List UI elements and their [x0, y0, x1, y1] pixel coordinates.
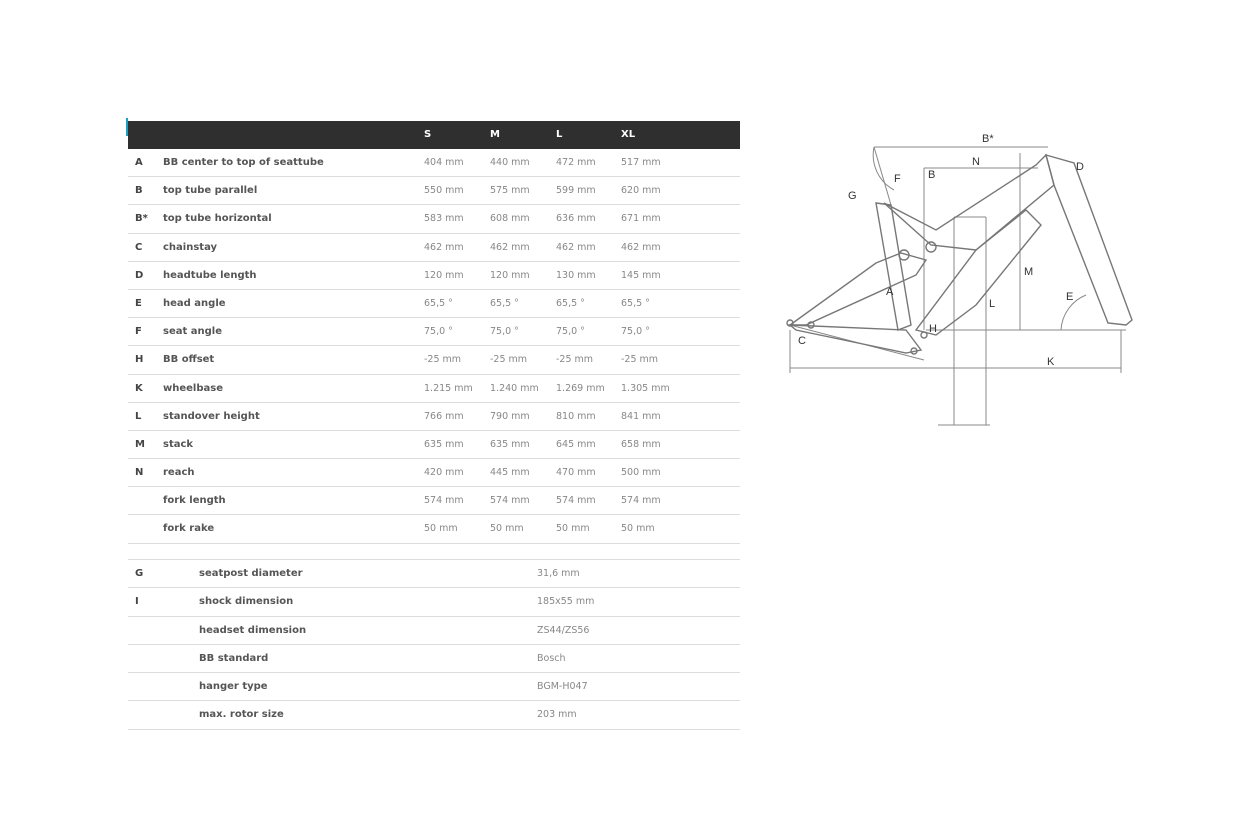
table-row	[128, 560, 740, 588]
size-l-value: 130 mm	[556, 269, 596, 281]
row-label: reach	[163, 467, 195, 479]
row-label: fork rake	[163, 523, 215, 535]
row-value: Bosch	[537, 652, 566, 664]
geometry-table	[128, 121, 740, 544]
row-label: chainstay	[163, 241, 218, 253]
row-label: shock dimension	[199, 596, 294, 608]
table-row	[128, 375, 740, 403]
row-value: 203 mm	[537, 709, 577, 721]
size-xl-value: 50 mm	[621, 523, 655, 535]
table-row	[128, 673, 740, 701]
row-value: ZS44/ZS56	[537, 624, 590, 636]
size-xl-value: -25 mm	[621, 354, 659, 366]
table-row	[128, 403, 740, 431]
size-m-value: 440 mm	[490, 157, 530, 168]
size-s-value: 75,0 °	[424, 326, 453, 338]
row-letter: B	[135, 185, 143, 197]
table-row	[128, 262, 740, 290]
row-letter: C	[135, 241, 143, 253]
spec-table	[128, 559, 740, 730]
size-xl-value: 658 mm	[621, 438, 661, 450]
row-letter: F	[135, 326, 142, 338]
size-m-value: 65,5 °	[490, 297, 519, 309]
table-row	[128, 701, 740, 729]
size-l-value: 645 mm	[556, 438, 596, 450]
size-l-value: 599 mm	[556, 185, 596, 197]
size-m-value: 120 mm	[490, 269, 530, 281]
size-s-value: 50 mm	[424, 523, 458, 535]
size-xl-value: 500 mm	[621, 467, 661, 479]
label-m: M	[1024, 266, 1034, 278]
size-header-m: M	[490, 129, 500, 140]
table-row	[128, 617, 740, 645]
geometry-table-header	[128, 121, 740, 149]
top-tube-shape	[884, 155, 1054, 250]
table-row	[128, 234, 740, 262]
size-header-s: S	[424, 129, 432, 140]
row-letter: D	[135, 269, 144, 281]
size-s-value: 462 mm	[424, 241, 464, 253]
size-header-l: L	[556, 129, 563, 140]
row-label: top tube horizontal	[163, 213, 272, 225]
row-label: hanger type	[199, 681, 268, 693]
size-m-value: 575 mm	[490, 185, 530, 197]
row-letter: A	[135, 157, 143, 168]
size-xl-value: 462 mm	[621, 241, 661, 253]
size-m-value: 790 mm	[490, 410, 530, 422]
label-l: L	[989, 298, 996, 310]
row-label: seatpost diameter	[199, 568, 303, 579]
row-label: BB standard	[199, 652, 269, 664]
size-xl-value: 574 mm	[621, 495, 661, 507]
row-letter: L	[135, 410, 142, 422]
size-m-value: 574 mm	[490, 495, 530, 507]
e-angle-arc	[1061, 295, 1086, 330]
size-xl-value: 65,5 °	[621, 297, 650, 309]
fork-shape	[1046, 155, 1132, 325]
row-label: top tube parallel	[163, 185, 258, 197]
frame-geometry-diagram	[776, 125, 1146, 435]
label-k: K	[1047, 356, 1055, 368]
size-s-value: 420 mm	[424, 467, 464, 479]
row-value: 185x55 mm	[537, 596, 595, 608]
size-m-value: 608 mm	[490, 213, 530, 225]
row-label: head angle	[163, 297, 226, 309]
size-l-value: 574 mm	[556, 495, 596, 507]
pivot-shock	[926, 242, 936, 252]
row-label: headtube length	[163, 269, 257, 281]
size-xl-value: 517 mm	[621, 157, 661, 168]
table-row	[128, 515, 740, 543]
row-label: headset dimension	[199, 624, 307, 636]
table-row	[128, 318, 740, 346]
size-l-value: 636 mm	[556, 213, 596, 225]
size-s-value: -25 mm	[424, 354, 462, 366]
row-value: BGM-H047	[537, 681, 588, 693]
size-m-value: -25 mm	[490, 354, 528, 366]
row-letter: I	[135, 596, 139, 608]
row-label: BB center to top of seattube	[163, 157, 324, 168]
size-l-value: 470 mm	[556, 467, 596, 479]
row-letter: E	[135, 297, 142, 309]
size-l-value: -25 mm	[556, 354, 594, 366]
label-c: C	[798, 335, 806, 347]
size-m-value: 50 mm	[490, 523, 524, 535]
size-l-value: 810 mm	[556, 410, 596, 422]
size-s-value: 120 mm	[424, 269, 464, 281]
label-e: E	[1066, 291, 1074, 303]
row-label: seat angle	[163, 326, 222, 338]
chain-stay-shape	[790, 325, 921, 353]
row-letter: N	[135, 467, 144, 479]
row-label: max. rotor size	[199, 709, 284, 721]
size-s-value: 550 mm	[424, 185, 464, 197]
row-label: standover height	[163, 410, 260, 422]
table-row	[128, 459, 740, 487]
row-label: fork length	[163, 495, 226, 507]
size-l-value: 472 mm	[556, 157, 596, 168]
table-row	[128, 487, 740, 515]
label-d: D	[1076, 161, 1084, 173]
bike-frame-outline	[787, 155, 1132, 354]
row-letter: K	[135, 382, 143, 394]
size-m-value: 75,0 °	[490, 326, 519, 338]
size-header-xl: XL	[621, 129, 636, 140]
label-h: H	[929, 323, 937, 335]
row-letter: B*	[135, 213, 148, 225]
table-row	[128, 205, 740, 233]
size-s-value: 635 mm	[424, 438, 464, 450]
table-row	[128, 290, 740, 318]
table-row	[128, 346, 740, 374]
row-letter: M	[135, 438, 145, 450]
size-m-value: 462 mm	[490, 241, 530, 253]
label-a: A	[886, 286, 894, 298]
size-l-value: 462 mm	[556, 241, 596, 253]
size-l-value: 50 mm	[556, 523, 590, 535]
size-xl-value: 841 mm	[621, 410, 661, 422]
size-s-value: 574 mm	[424, 495, 464, 507]
label-f: F	[894, 173, 901, 185]
label-b-star: B*	[982, 133, 994, 145]
size-m-value: 445 mm	[490, 467, 530, 479]
size-l-value: 75,0 °	[556, 326, 585, 338]
table-row	[128, 588, 740, 616]
size-xl-value: 75,0 °	[621, 326, 650, 338]
size-xl-value: 145 mm	[621, 269, 661, 281]
size-s-value: 1.215 mm	[424, 382, 473, 394]
size-s-value: 766 mm	[424, 410, 464, 422]
size-xl-value: 671 mm	[621, 213, 661, 225]
table-row	[128, 149, 740, 177]
row-label: wheelbase	[163, 382, 223, 394]
label-n: N	[972, 156, 980, 168]
table-row	[128, 177, 740, 205]
f-angle-line	[874, 147, 891, 205]
size-xl-value: 1.305 mm	[621, 382, 670, 394]
row-label: BB offset	[163, 354, 215, 366]
label-g: G	[848, 190, 857, 202]
size-l-value: 65,5 °	[556, 297, 585, 309]
label-b: B	[928, 169, 936, 181]
size-s-value: 65,5 °	[424, 297, 453, 309]
size-m-value: 635 mm	[490, 438, 530, 450]
size-m-value: 1.240 mm	[490, 382, 539, 394]
table-row	[128, 645, 740, 673]
size-s-value: 583 mm	[424, 213, 464, 225]
row-label: stack	[163, 438, 194, 450]
row-value: 31,6 mm	[537, 568, 580, 579]
row-letter: H	[135, 354, 144, 366]
table-row	[128, 431, 740, 459]
size-l-value: 1.269 mm	[556, 382, 605, 394]
row-letter: G	[135, 568, 144, 579]
size-s-value: 404 mm	[424, 157, 464, 168]
size-xl-value: 620 mm	[621, 185, 661, 197]
